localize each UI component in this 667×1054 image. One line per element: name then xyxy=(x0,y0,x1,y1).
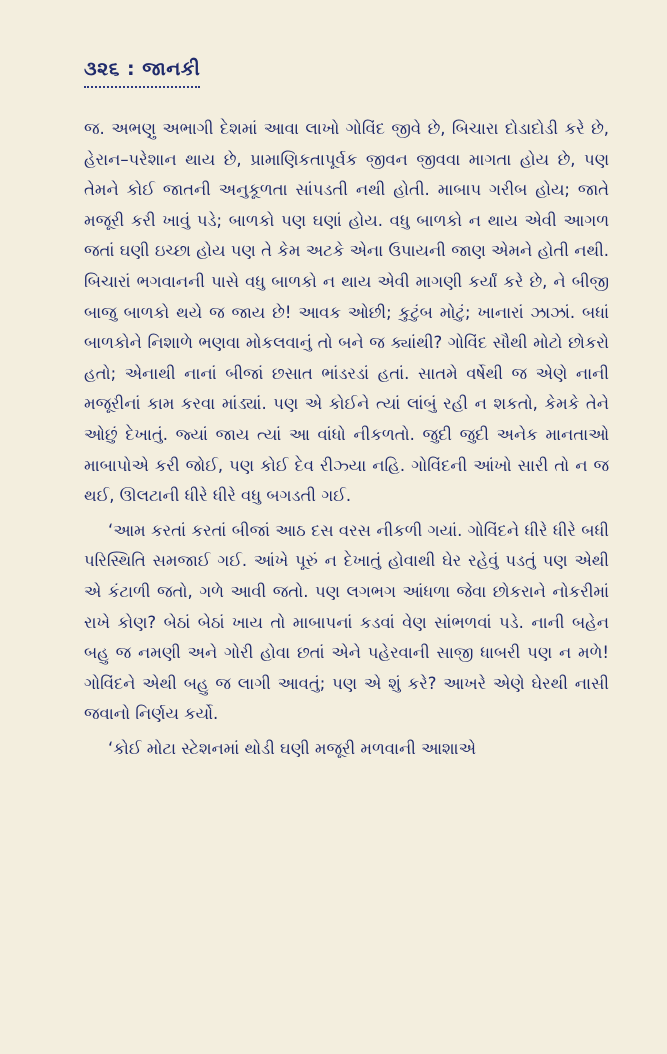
running-header: ૩૨૬ : જાનકી xyxy=(84,58,200,88)
paragraph-3: ‘કોઈ મોટા સ્ટેશનમાં થોડી ઘણી મજૂરી મળવાની આશાએ xyxy=(108,738,476,758)
paragraph-2: ‘આમ કરતાં કરતાં બીજાં આઠ દસ વરસ નીકળી ગયાં. ગોવિંદને ધીરે ધીરે બધી પરિસ્થિતિ સમજાઈ ગઈ. આંખે પૂરું ન દેખાતું હોવાથી ઘેર રહેવું પડતું પણ એથી એ કંટાળી જતો, ગળે આવી જતો. પણ લગભગ આંધળા જેવા છોકરાને નોકરીમાં રાખે કોણ? બેઠાં બેઠાં ખાય તો માબાપનાં કડવાં વેણ સાંભળવાં પડે. નાની બહેન બહુ જ નમણી અને ગોરી હોવા છતાં એને પહેરવાની સાજી ધાબરી પણ ન મળે! ગોવિંદને એથી બહુ જ લાગી આવતું; પણ એ શું કરે? આખરે એણે ઘેરથી નાસી જવાનો નિર્ણય કર્યો. xyxy=(84,520,609,724)
paragraph-1: જ. અભણુ અભાગી દેશમાં આવા લાખો ગોવિંદ જીવે છે, બિચારા દોડાદોડી કરે છે, હેરાન–પરેશાન થાય છે, પ્રામાણિકતાપૂર્વક જીવન જીવવા માગતા હોય છે, પણ તેમને કોઈ જાતની અનુકૂળતા સાંપડતી નથી હોતી. માબાપ ગરીબ હોય; જાતે મજૂરી કરી ખાવું પડે; બાળકો પણ ઘણાં હોય. વધુ બાળકો ન થાય એવી આગળ જતાં ઘણી ઇચ્છા હોય પણ તે કેમ અટકે એના ઉપાયની જાણ એમને હોતી નથી. બિચારાં ભગવાનની પાસે વધુ બાળકો ન થાય એવી માગણી કર્યાં કરે છે, ને બીજી બાજુ બાળકો થયે જ જાય છે! આવક ઓછી; કુટુંબ મોટું; ખાનારાં ઝાઝાં. બધાં બાળકોને નિશાળે ભણવા મોકલવાનું તો બને જ ક્યાંથી? ગોવિંદ સૌથી મોટો છોકરો હતો; એનાથી નાનાં બીજાં છસાત ભાંડરડાં હતાં. સાતમે વર્ષેથી જ એણે નાની મજૂરીનાં કામ કરવા માંડ્યાં. પણ એ કોઈને ત્યાં લાંબું રહી ન શકતો, કેમકે તેને ઓછું દેખાતું. જ્યાં જાય ત્યાં આ વાંધો નીકળતો. જુદી જુદી અનેક માનતાઓ માબાપોએ કરી જોઈ, પણ કોઈ દેવ રીઝ્યા નહિ. ગોવિંદની આંખો સારી તો ન જ થઈ, ઊલટાની ધીરે ધીરે વધુ બગડતી ગઈ. xyxy=(84,119,609,506)
